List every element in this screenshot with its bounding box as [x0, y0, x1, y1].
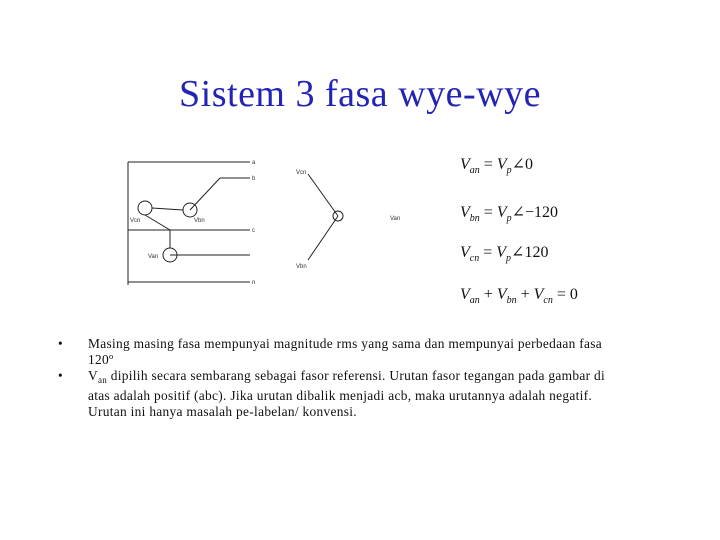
equation-sum: $V_{an} + V_{bn} + V_{cn} = 0$ — [460, 286, 578, 307]
equation-vcn: $V_{cn}$ = $V_p\angle 120$ — [460, 244, 549, 265]
equation-vbn: $V_{bn}$ = $V_p\angle-120$ — [460, 204, 559, 225]
node-label-c: c — [252, 228, 255, 234]
source-label-van: Van — [148, 254, 159, 260]
bullet-marker: • — [58, 368, 63, 383]
bullet-lead-sub: an — [97, 375, 108, 385]
source-label-vbn: Vbn — [194, 218, 205, 224]
bullet-text-2: dipilih secara sembarang sebagai fasor referensi. Urutan fasor tegangan pada gambar di atas adalah positif (abc). Jika urutan dibalik menjadi acb, maka urutannya adalah negatif. Urutan ini hanya masalah pe-labelan/ konvensi. — [88, 368, 606, 419]
phasor-label-vbn: Vbn — [296, 264, 307, 270]
phasor-line-2 — [308, 216, 338, 260]
equation-van: $V_{an}$ = $V_p\angle 0$ — [460, 156, 533, 177]
node-label-n: n — [252, 280, 256, 286]
node-label-a: a — [252, 160, 256, 166]
slide-title: Sistem 3 fasa wye-wye — [179, 73, 541, 115]
bullet-lead: V — [88, 368, 98, 383]
bullet-list — [58, 336, 618, 420]
node-label-b: b — [252, 176, 256, 182]
source-label-vcn: Vcn — [130, 218, 141, 224]
source-van — [138, 201, 152, 215]
bullet-item-1 — [58, 336, 618, 368]
phasor-label-van: Van — [390, 216, 401, 222]
phasor-line-1 — [308, 174, 338, 216]
phasor-label-vcn: Vcn — [296, 170, 307, 176]
wye-circuit-diagram — [120, 150, 420, 295]
bullet-item-2 — [58, 368, 618, 420]
bullet-text-1: Masing masing fasa mempunyai magnitude rms yang sama dan mempunyai perbedaan fasa 120º — [88, 336, 603, 367]
bullet-marker: • — [58, 336, 63, 351]
